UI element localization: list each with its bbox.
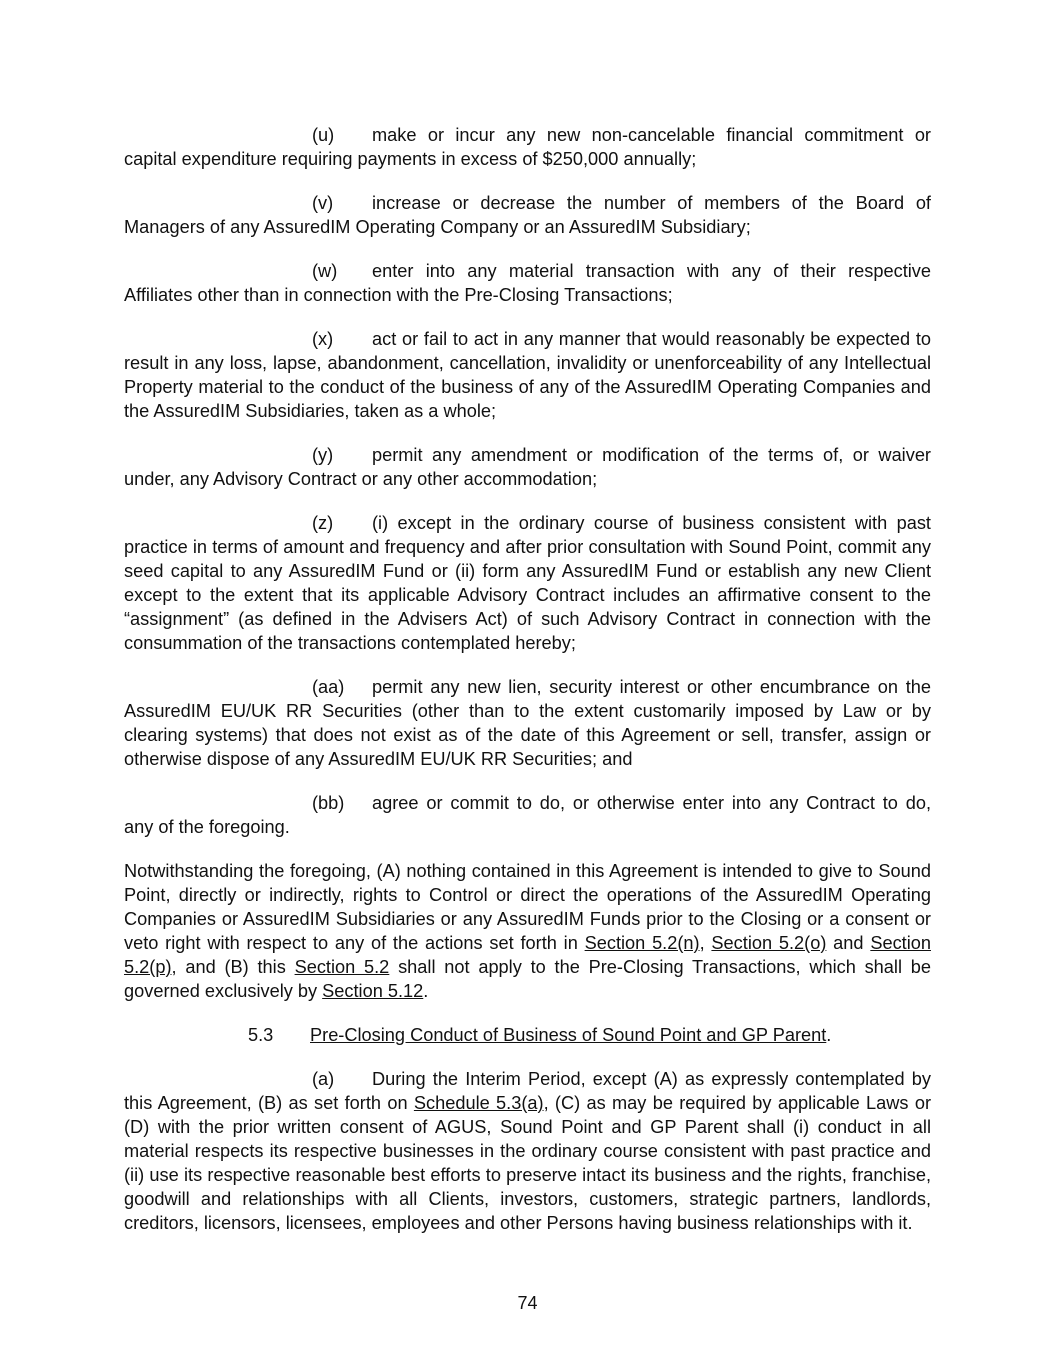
clause-body-text: AssuredIM EU/UK RR Securities (other than to the extent customarily imposed by Law or by clearing systems) that does not exist as of the date of this Agreement or sell, transfer, assign or otherwise dispose of any AssuredIM EU/UK RR Securities; and: [124, 701, 931, 769]
clause-lead-text: increase or decrease the number of members of the Board of: [372, 193, 931, 213]
clause-bb: [124, 791, 931, 839]
clause-lead-text: permit any new lien, security interest or other encumbrance on the: [372, 677, 931, 697]
clause-label: (u): [312, 125, 335, 145]
document-page: [124, 123, 931, 1255]
section-ref-link[interactable]: Section 5.2(o): [711, 933, 827, 953]
clause-lead-text: act or fail to act in any manner that would reasonably be expected to: [372, 329, 931, 349]
section-heading: 5.3 Pre-Closing Conduct of Business of Sound Point and GP Parent.: [248, 1025, 832, 1045]
section-ref-link[interactable]: Section 5.12: [322, 981, 424, 1001]
clause-u: [124, 123, 931, 171]
section-title: Pre-Closing Conduct of Business of Sound Point and GP Parent: [310, 1025, 827, 1045]
clause-label: (y): [312, 445, 334, 465]
notwithstanding-paragraph: Notwithstanding the foregoing, (A) nothing contained in this Agreement is intended to give to Sound Point, directly or indirectly, rights to Control or direct the operations of the AssuredIM Operating Companies or AssuredIM Subsidiaries or any AssuredIM Funds prior to the Closing or a consent or veto right with respect to any of the actions set forth in Section 5.2(n), Section 5.2(o) and Section 5.2(p), and (B) this Section 5.2 shall not apply to the Pre-Closing Transactions, which shall be governed exclusively by Section 5.12.: [124, 861, 932, 1001]
clause-aa: [124, 675, 931, 771]
clause-lead-text: enter into any material transaction with any of their respective: [372, 261, 931, 281]
clause-label: (v): [312, 193, 334, 213]
clause-label: (bb): [312, 793, 345, 813]
clause-w: [124, 259, 931, 307]
clause-label: (w): [312, 261, 338, 281]
clause-body-text: result in any loss, lapse, abandonment, cancellation, invalidity or unenforceability of any Intellectual Property material to the conduct of the business of any of the AssuredIM Operating Companies and the AssuredIM Subsidiaries, taken as a whole;: [124, 353, 931, 421]
schedule-ref-link[interactable]: Schedule 5.3(a): [413, 1093, 544, 1113]
clause-label: (aa): [312, 677, 345, 697]
clause-lead-text: make or incur any new non-cancelable financial commitment or: [372, 125, 931, 145]
clause-y: [124, 443, 931, 491]
clause-label: (a): [312, 1069, 335, 1089]
clause-label: (z): [312, 513, 334, 533]
section-number: 5.3: [248, 1025, 274, 1045]
clause-body-text: Affiliates other than in connection with the Pre-Closing Transactions;: [124, 285, 673, 305]
section-ref-link[interactable]: Section 5.2: [294, 957, 390, 977]
clause-a: (a) During the Interim Period, except (A) as expressly contemplated by this Agreement, (B) as set forth on Schedule 5.3(a), (C) as may be required by applicable Laws or (D) with the prior written consent of AGUS, Sound Point and GP Parent shall (i) conduct in all material respects its respective businesses in the ordinary course consistent with past practice and (ii) use its respective reasonable best efforts to preserve intact its business and the rights, franchise, goodwill and relationships with all Clients, investors, customers, strategic partners, landlords, creditors, licensors, licensees, employees and other Persons having business relationships with it.: [124, 1069, 931, 1233]
clause-v: [124, 191, 931, 239]
clause-lead-text: During the Interim Period, except (A) as expressly contemplated by: [372, 1069, 931, 1089]
clause-body-text: Managers of any AssuredIM Operating Company or an AssuredIM Subsidiary;: [124, 217, 751, 237]
section-ref-link[interactable]: Section 5.2(p): [124, 933, 931, 977]
section-ref-link[interactable]: Section 5.2(n): [584, 933, 700, 953]
page-number: 74: [517, 1293, 538, 1313]
clause-body-text: any of the foregoing.: [124, 817, 290, 837]
clause-label: (x): [312, 329, 334, 349]
clause-lead-text: permit any amendment or modification of the terms of, or waiver: [372, 445, 931, 465]
clause-lead-text: agree or commit to do, or otherwise enter into any Contract to do,: [372, 793, 931, 813]
clause-body-text: under, any Advisory Contract or any other accommodation;: [124, 469, 598, 489]
clause-z: [124, 511, 931, 655]
clause-body-text: capital expenditure requiring payments in excess of $250,000 annually;: [124, 149, 697, 169]
clause-body-text: practice in terms of amount and frequency and after prior consultation with Sound Point, commit any seed capital to any AssuredIM Fund or (ii) form any AssuredIM Fund or establish any new Client except to the extent that its applicable Advisory Contract includes an affirmative consent to the “assignment” (as defined in the Advisers Act) of such Advisory Contract in connection with the consummation of the transactions contemplated hereby;: [124, 537, 931, 653]
clause-lead-text: (i) except in the ordinary course of business consistent with past: [372, 513, 931, 533]
clause-x: [124, 327, 931, 423]
